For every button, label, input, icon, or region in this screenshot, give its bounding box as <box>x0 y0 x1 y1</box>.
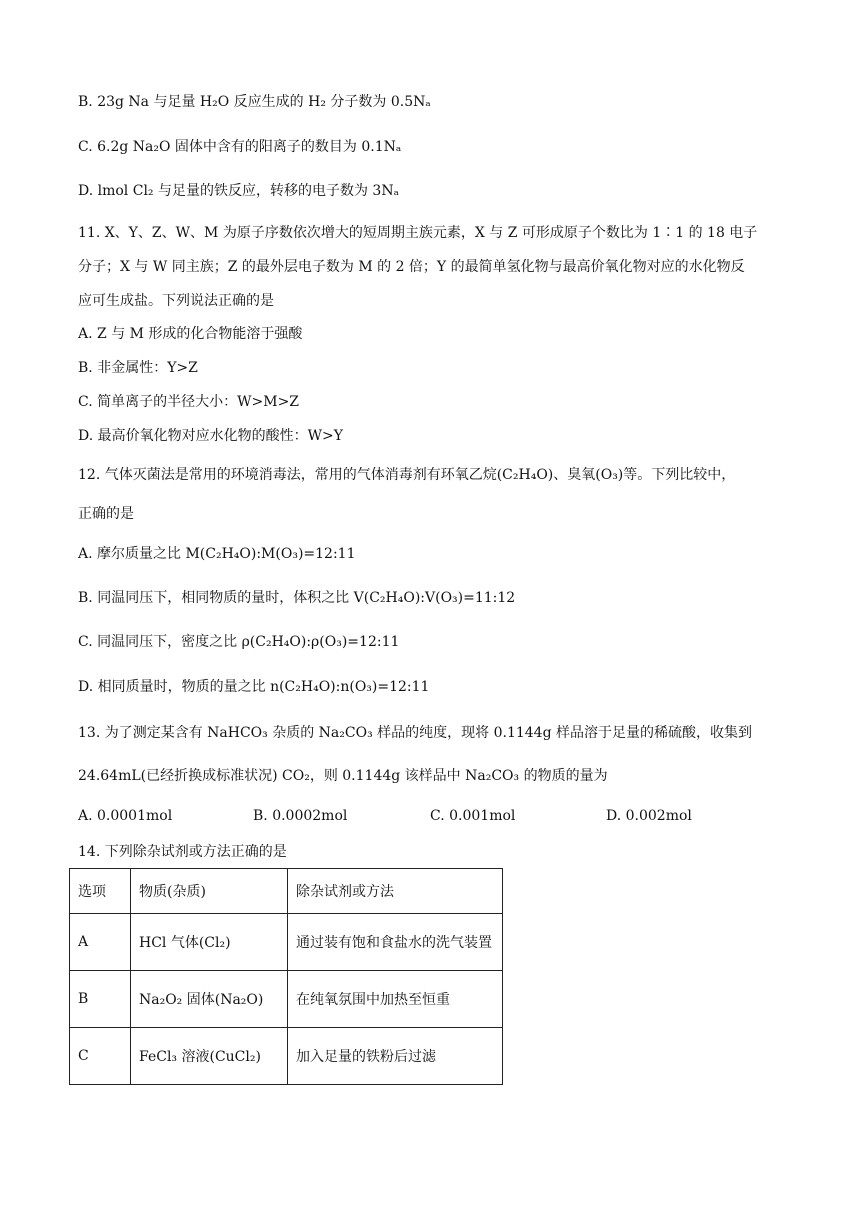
table-row <box>70 971 503 1028</box>
table-row <box>70 1028 503 1085</box>
table-cell: B <box>70 971 131 1028</box>
q13-stem-line2: 24.64mL(已经折换成标准状况) CO₂，则 0.1144g 该样品中 Na₂CO₃ 的物质的量为 <box>78 768 608 784</box>
q11-stem-line2: 分子；X 与 W 同主族；Z 的最外层电子数为 M 的 2 倍；Y 的最简单氢化物与最高价氧化物对应的水化物反 <box>78 259 745 275</box>
table-cell: 在纯氧氛围中加热至恒重 <box>288 971 503 1028</box>
table-header-cell: 物质(杂质) <box>131 869 288 914</box>
table-cell: HCl 气体(Cl₂) <box>131 914 288 971</box>
q12-stem-line2: 正确的是 <box>78 506 134 522</box>
q12-option-c: C. 同温同压下，密度之比 ρ(C₂H₄O):ρ(O₃)=12:11 <box>78 634 400 650</box>
table-cell: A <box>70 914 131 971</box>
table-cell: Na₂O₂ 固体(Na₂O) <box>131 971 288 1028</box>
q12-option-d: D. 相同质量时，物质的量之比 n(C₂H₄O):n(O₃)=12:11 <box>78 679 430 695</box>
table-cell: FeCl₃ 溶液(CuCl₂) <box>131 1028 288 1085</box>
q11-option-c: C. 简单离子的半径大小：W>M>Z <box>78 394 300 410</box>
q13-option-b: B. 0.0002mol <box>253 808 348 824</box>
q13-option-c: C. 0.001mol <box>430 808 516 824</box>
q13-option-a: A. 0.0001mol <box>78 808 173 824</box>
q10-option-d: D. lmol Cl₂ 与足量的铁反应，转移的电子数为 3Nₐ <box>78 183 399 199</box>
q13-option-d: D. 0.002mol <box>606 808 692 824</box>
q10-option-b: B. 23g Na 与足量 H₂O 反应生成的 H₂ 分子数为 0.5Nₐ <box>78 94 431 110</box>
q13-stem-line1: 13. 为了测定某含有 NaHCO₃ 杂质的 Na₂CO₃ 样品的纯度，现将 0.1144g 样品溶于足量的稀硫酸，收集到 <box>78 725 752 741</box>
table-header-cell: 除杂试剂或方法 <box>288 869 503 914</box>
q11-stem-line3: 应可生成盐。下列说法正确的是 <box>78 293 274 309</box>
q12-stem-line1: 12. 气体灭菌法是常用的环境消毒法，常用的气体消毒剂有环氧乙烷(C₂H₄O)、臭氧(O₃)等。下列比较中， <box>78 467 736 483</box>
q11-option-d: D. 最高价氧化物对应水化物的酸性：W>Y <box>78 428 343 444</box>
q12-option-a: A. 摩尔质量之比 M(C₂H₄O):M(O₃)=12:11 <box>78 546 356 562</box>
q14-stem: 14. 下列除杂试剂或方法正确的是 <box>78 844 287 860</box>
q10-option-c: C. 6.2g Na₂O 固体中含有的阳离子的数目为 0.1Nₐ <box>78 139 402 155</box>
table-row <box>70 914 503 971</box>
table-header-row <box>70 869 503 914</box>
q12-option-b: B. 同温同压下，相同物质的量时，体积之比 V(C₂H₄O):V(O₃)=11:12 <box>78 590 516 606</box>
q11-stem-line1: 11. X、Y、Z、W、M 为原子序数依次增大的短周期主族元素，X 与 Z 可形成原子个数比为 1∶1 的 18 电子 <box>78 225 758 241</box>
purification-table <box>69 868 503 1085</box>
q11-option-a: A. Z 与 M 形成的化合物能溶于强酸 <box>78 326 303 342</box>
table-header-cell: 选项 <box>70 869 131 914</box>
table-cell: 加入足量的铁粉后过滤 <box>288 1028 503 1085</box>
q11-option-b: B. 非金属性：Y>Z <box>78 360 198 376</box>
table-cell: 通过装有饱和食盐水的洗气装置 <box>288 914 503 971</box>
table-cell: C <box>70 1028 131 1085</box>
